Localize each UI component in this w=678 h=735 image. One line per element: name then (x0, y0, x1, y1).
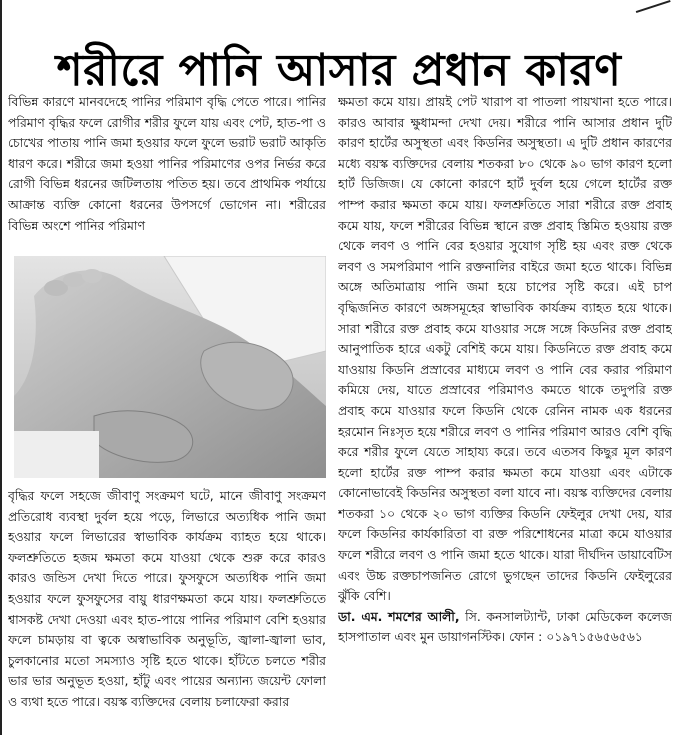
author-name: ডা. এম. শমশের আলী, (338, 608, 460, 624)
column-1-top-text (8, 92, 326, 252)
column-2-text (338, 92, 672, 732)
white-coat-cuff (14, 431, 99, 478)
toe (82, 269, 102, 283)
author-details: সি. কনসালট্যান্ট, ঢাকা মেডিকেল কলেজ হাসপাতাল এবং মুন ডায়াগনস্টিক। ফোন : ০১৯৭১৫৬৫৬৫৬১ (338, 608, 672, 645)
paragraph-causes: ক্ষমতা কমে যায়। প্রায়ই পেট খারাপ বা পাতলা পায়খানা হতে পারে। কারও আবার ক্ষুধামন্দা দেখা দেয়। শরীরে পানি আসার প্রধান দুটি কারণ হার্টের অসুস্থতা এবং কিডনির অসুস্থতা। এ দুটি প্রধান কারণের মধ্যে বয়স্ক ব্যক্তিদের বেলায় শতকরা ৮০ থেকে ৯০ ভাগ কারণ হলো হার্ট ডিজিজ। যে কোনো কারণে হার্ট দুর্বল হয়ে গেলে হার্টের রক্ত পাম্প করার ক্ষমতা কমে যায়। ফলশ্রুতিতে সারা শরীরে রক্ত প্রবাহ কমে যায়, ফলে শরীরের বিভিন্ন স্থানে রক্ত প্রবাহ স্তিমিত হওয়ায় রক্ত থেকে লবণ ও পানি বের হওয়ার সুযোগ সৃষ্টি হয় এবং রক্ত থেকে লবণ ও সমপরিমাণ পানি রক্তনালির বাইরে জমা হতে থাকে। বিভিন্ন অঙ্গে অতিমাত্রায় পানি জমা হয়ে চাপের সৃষ্টি করে। এই চাপ বৃদ্ধিজনিত কারণে অঙ্গসমূহের স্বাভাবিক কার্যক্রম ব্যাহত হয়ে থাকে। সারা শরীরে রক্ত প্রবাহ কমে যাওয়ার সঙ্গে সঙ্গে কিডনির রক্ত প্রবাহ আনুপাতিক হারে একটু বেশিই কমে যায়। কিডনিতে রক্ত প্রবাহ কমে যাওয়ায় কিডনি প্রস্রাবের মাধ্যমে লবণ ও পানি বের করার পরিমাণ কমিয়ে দেয়, যাতে প্রস্রাবের পরিমাণও কমতে থাকে তদুপরি রক্ত প্রবাহ কমে যাওয়ার ফলে কিডনি থেকে রেনিন নামক এক ধরনের হরমোন নিঃসৃত হয়ে শরীরে লবণ ও পানির পরিমাণ আরও বেশি বৃদ্ধি করে শরীর ফুলে যেতে সাহায্য করে। তবে এতসব কিছুর মূল কারণ হলো হার্টের রক্ত পাম্প করার ক্ষমতা কমে যাওয়া এবং এটাকে কোনোভাবেই কিডনির অসুস্থতা বলা যাবে না। বয়স্ক ব্যক্তিদের বেলায় শতকরা ১০ থেকে ২০ ভাগ ব্যক্তির কিডনি ফেইলুর দেখা দেয়, যার ফলে কিডনির কার্যকারিতা বা রক্ত পরিশোধনের মাত্রা কমে যাওয়ার ফলে শরীরে লবণ ও পানি জমা হতে থাকে। যারা দীর্ঘদিন ডায়াবেটিস এবং উচ্চ রক্তচাপজনিত রোগে ভুগছেন তাদের কিডনি ফেইলুরের ঝুঁকি বেশি। (338, 94, 672, 604)
paragraph-intro: বিভিন্ন কারণে মানবদেহে পানির পরিমাণ বৃদ্ধি পেতে পারে। পানির পরিমাণ বৃদ্ধির ফলে রোগীর শরীর ফুলে যায় এবং পেট, হাত-পা ও চোখের পাতায় পানি জমা হওয়ার ফলে ফুলে ভরাট ভরাট আকৃতি ধারণ করে। শরীরে জমা হওয়া পানির পরিমাণের ওপর নির্ভর করে রোগী বিভিন্ন ধরনের জটিলতায় পতিত হয়। তবে প্রাথমিক পর্যায়ে আক্রান্ত ব্যক্তি কোনো ধরনের উপসর্গে ভোগেন না। শরীরের বিভিন্ন অংশে পানির পরিমাণ (8, 94, 326, 233)
hand-pressing-swollen-foot-photo (14, 256, 326, 478)
page-title: শরীরে পানি আসার প্রধান কারণ (56, 44, 622, 96)
author-credit (338, 607, 672, 648)
column-1-bottom-text (8, 486, 326, 731)
paragraph-effects: বৃদ্ধির ফলে সহজে জীবাণু সংক্রমণ ঘটে, মানে জীবাণু সংক্রমণ প্রতিরোধ ব্যবস্থা দুর্বল হয়ে পড়ে, লিভারে অত্যধিক পানি জমা হওয়ার ফলে লিভারের স্বাভাবিক কার্যক্রম ব্যাহত হয়ে থাকে। ফলশ্রুতিতে হজম ক্ষমতা কমে যাওয়া থেকে শুরু করে কারও কারও জন্ডিস দেখা দিতে পারে। ফুসফুসে অত্যধিক পানি জমা হওয়ার ফলে ফুসফুসের বায়ু ধারণক্ষমতা কমে যায়। ফলশ্রুতিতে শ্বাসকষ্ট দেখা দেওয়া এবং হাত-পায়ে পানির পরিমাণ বেশি হওয়ার ফলে চামড়ায় বা ত্বকে অস্বাভাবিক অনুভূতি, জ্বালা-জ্বালা ভাব, চুলকানোর মতো সমস্যাও সৃষ্টি হতে থাকে। হাঁটতে চলতে শরীর ভার ভার অনুভূত হওয়া, হাঁটু এবং পায়ের অন্যান্য জয়েন্ট ফোলা ও ব্যথা হতে পারে। বয়স্ক ব্যক্তিদের বেলায় চলাফেরা করার (8, 488, 326, 709)
toe (63, 273, 85, 287)
corner-rule (636, 0, 671, 13)
article-photo (14, 256, 326, 478)
